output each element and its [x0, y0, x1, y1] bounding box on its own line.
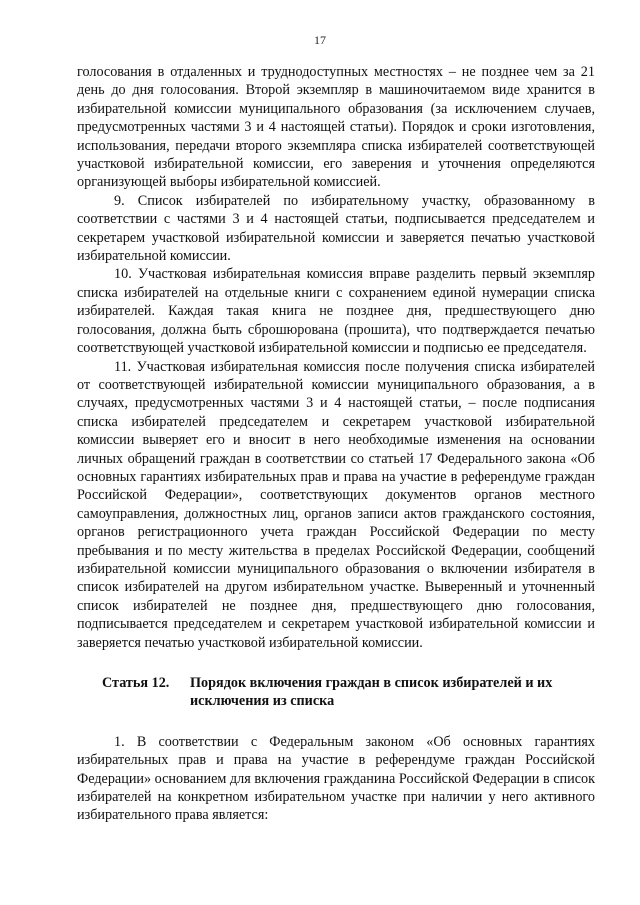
article-number: Статья 12.: [102, 675, 170, 691]
document-body: [77, 63, 595, 825]
article-heading: [77, 674, 595, 711]
paragraph-continuation: голосования в отдаленных и труднодоступных местностях – не позднее чем за 21 день до дня голосования. Второй экземпляр в машиночитаемом виде хранится в избирательной комиссии муниципального образования (за исключением случаев, предусмотренных частями 3 и 4 настоящей статьи). Порядок и сроки изготовления, использования, передачи второго экземпляра списка избирателей соответствующей участковой избирательной комиссии, его заверения и уточнения определяются организующей выборы избирательной комиссией.: [77, 64, 595, 191]
paragraph-10: 10. Участковая избирательная комиссия вправе разделить первый экземпляр списка избирателей на отдельные книги с сохранением единой нумерации списка избирателей. Каждая такая книга не позднее дня, предшествующего дню голосования, должна быть сброшюрована (прошита), что подтверждается печатью соответствующей участковой избирательной комиссии и подписью ее председателя.: [77, 266, 595, 357]
article-title: Порядок включения граждан в список избирателей и их исключения из списка: [190, 675, 553, 710]
article-12-paragraph-1: 1. В соответствии с Федеральным законом «Об основных гарантиях избирательных прав и права на участие в референдуме граждан Российской Федерации» основанием для включения гражданина Российской Федерации в список избирателей на конкретном избирательном участке при наличии у него активного избирательного права является:: [77, 733, 595, 824]
paragraph-9: 9. Список избирателей по избирательному участку, образованному в соответствии с частями 3 и 4 настоящей статьи, подписывается председателем и секретарем участковой избирательной комиссии и заверяется печатью участковой избирательной комиссии.: [77, 192, 595, 265]
paragraph-11: 11. Участковая избирательная комиссия после получения списка избирателей от соответствующей избирательной комиссии муниципального образования, а в случаях, предусмотренных частями 3 и 4 настоящей статьи, – после подписания списка избирателей председателем и секретарем участковой избирательной комиссии выверяет его и вносит в него необходимые изменения на основании личных обращений граждан в соответствии со статьей 17 Федерального закона «Об основных гарантиях избирательных прав и права на участие в референдуме граждан Российской Федерации», соответствующих документов органов местного самоуправления, должностных лиц, органов записи актов гражданского состояния, органов регистрационного учета граждан Российской Федерации по месту пребывания и по месту жительства в пределах Российской Федерации, сообщений избирательной комиссии муниципального образования о включении избирателя в список избирателей на другом избирательном участке. Выверенный и уточненный список избирателей не позднее дня, предшествующего дню голосования, подписывается председателем и секретарем участковой избирательной комиссии и заверяется печатью участковой избирательной комиссии.: [77, 358, 595, 651]
page-number: 17: [314, 33, 326, 47]
